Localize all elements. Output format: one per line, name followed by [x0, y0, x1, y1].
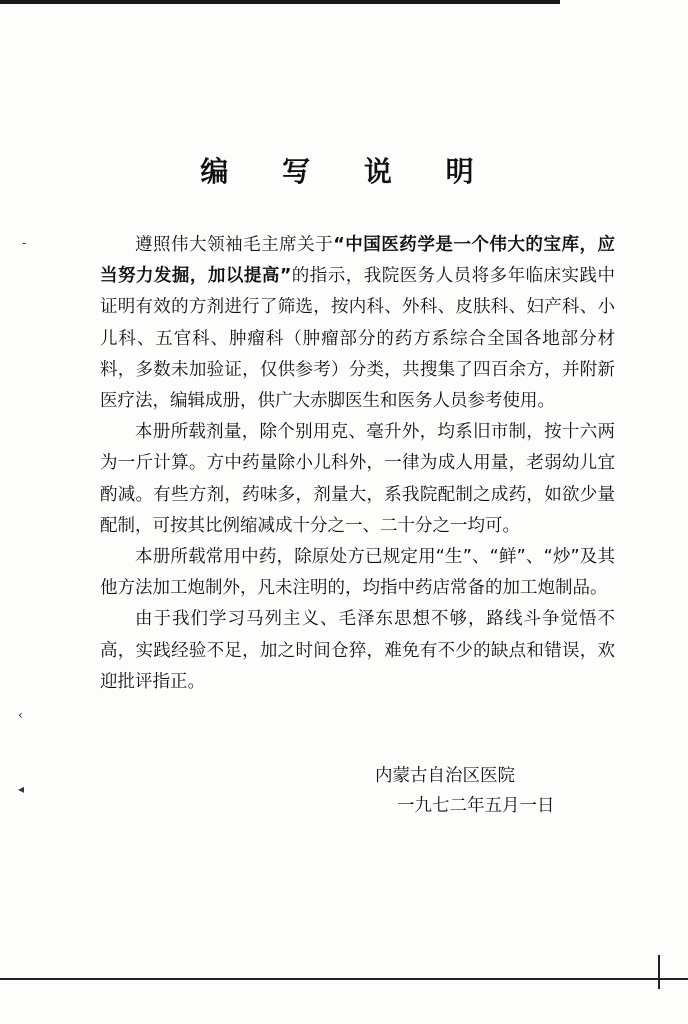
- scan-edge-top: [0, 0, 560, 4]
- quoted-instruction: “中国医药学是一个伟大的宝库，应当努力发掘，加以提高”: [100, 235, 615, 287]
- paragraph-3: 本册所载常用中药，除原处方已规定用“生”、“鲜”、“炒”及其他方法加工炮制外，凡未注明的，均指中药店常备的加工炮制品。: [100, 547, 615, 599]
- margin-tick-mark: ‹: [18, 708, 23, 722]
- page-title: 编 写 说 明: [200, 155, 496, 188]
- paragraph-2: 本册所载剂量，除个别用克、毫升外，均系旧市制，按十六两为一斤计算。方中药量除小儿科外，一律为成人用量，老弱幼儿宜酌减。有些方剂，药味多，剂量大，系我院配制之成药，如欲少量配制，可按其比例缩减成十分之一、二十分之一均可。: [100, 422, 615, 536]
- signature-date: 一九七二年五月一日: [397, 796, 555, 816]
- margin-tick-mark: ◂: [18, 782, 25, 796]
- paragraph-1: [100, 230, 615, 417]
- paragraph-4: 由于我们学习马列主义、毛泽东思想不够，路线斗争觉悟不高，实践经验不足，加之时间仓猝，难免有不少的缺点和错误，欢迎批评指正。: [100, 609, 615, 692]
- scan-edge-bottom: [0, 978, 688, 980]
- document-body: [100, 230, 615, 698]
- margin-dash-mark: -: [22, 236, 27, 250]
- paragraph-1-rest: 的指示，我院医务人员将多年临床实践中证明有效的方剂进行了筛选，按内科、外科、皮肤科、妇产科、小儿科、五官科、肿瘤科（肿瘤部分的药方系综合全国各地部分材料，多数未加验证，仅供参考）分类，共搜集了四百余方，并附新医疗法，编辑成册，供广大赤脚医生和医务人员参考使用。: [100, 266, 615, 412]
- signature-organization: 内蒙古自治区医院: [375, 766, 515, 786]
- paragraph-1-lead: 遵照伟大领袖毛主席关于: [135, 235, 334, 255]
- scan-corner-mark: [658, 955, 660, 989]
